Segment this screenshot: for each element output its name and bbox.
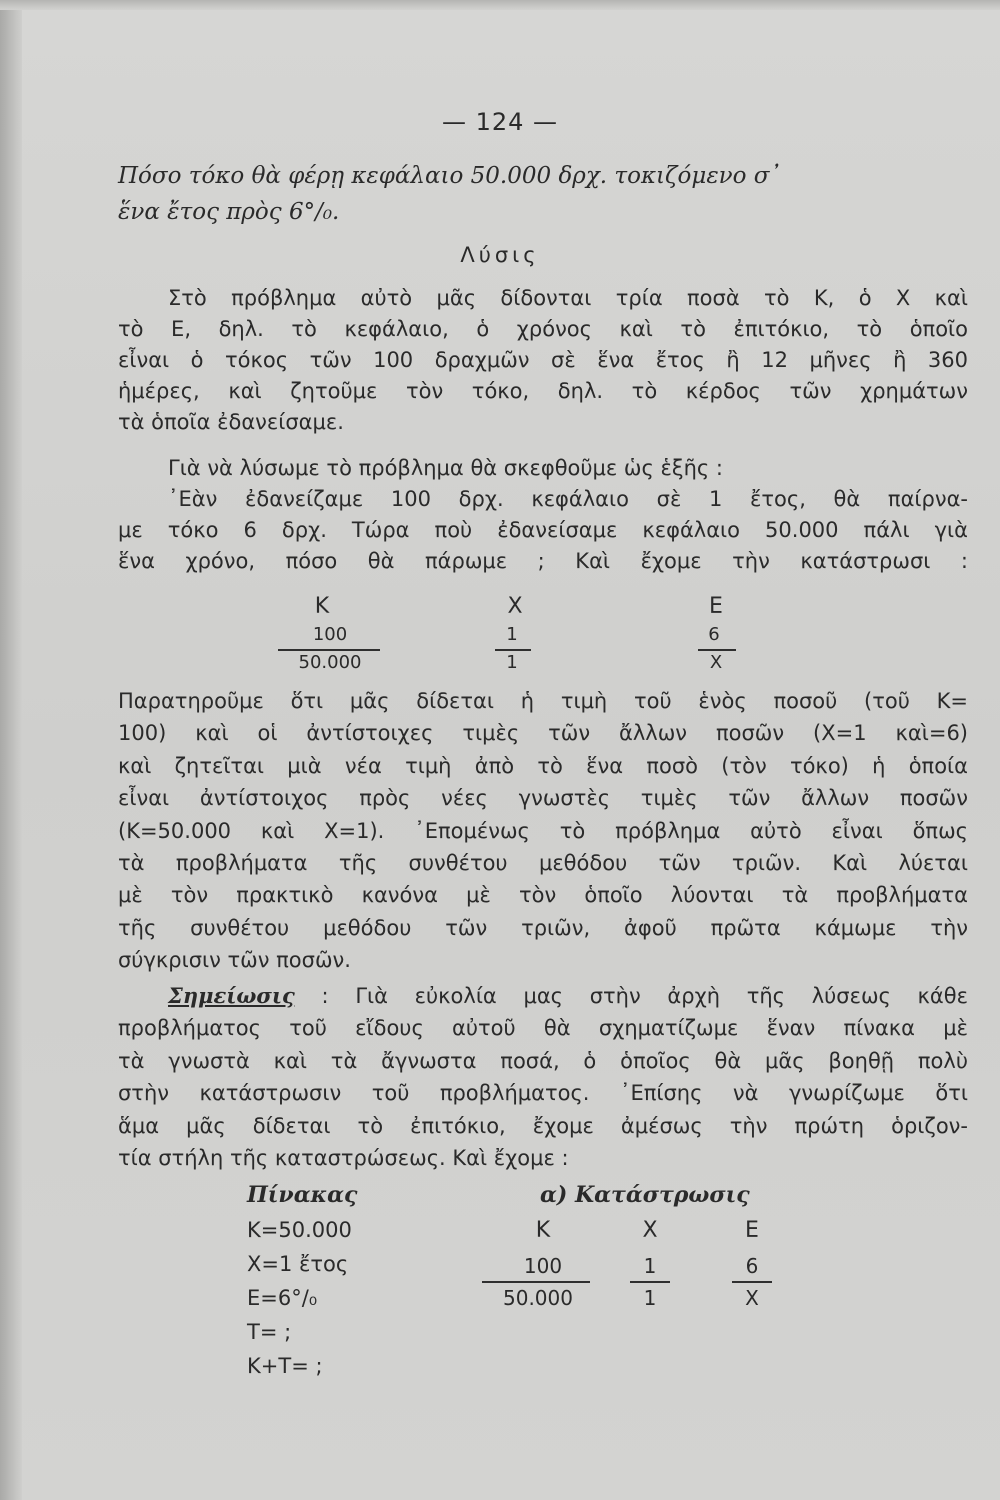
text-line: εἶναι ὁ τόκος τῶν 100 δραχμῶν σὲ ἕνα ἔτος ἢ 12 μῆνες ἢ 360	[118, 348, 968, 372]
text-line: τὰ προβλήματα τῆς συνθέτου μεθόδου τῶν τριῶν. Καὶ λύεται	[118, 851, 968, 876]
fraction-line	[630, 1281, 670, 1283]
text-line: με τόκο 6 δρχ. Τώρα ποὺ ἐδανείσαμε κεφάλαιο 50.000 πάλι γιὰ	[118, 518, 968, 542]
pinakas-row: Χ=1 ἔτος	[247, 1252, 349, 1276]
table-top-e: 6	[708, 624, 720, 645]
kat-header-e: Ε	[745, 1218, 759, 1243]
text-line: τὸ Ε, δηλ. τὸ κεφάλαιο, ὁ χρόνος καὶ τὸ ἐπιτόκιο, τὸ ὁποῖο	[118, 317, 968, 341]
kat-bottom-x: 1	[643, 1286, 657, 1310]
fraction-line	[495, 649, 531, 651]
text-line: ἡμέρες, καὶ ζητοῦμε τὸν τόκο, δηλ. τὸ κέρδος τῶν χρημάτων	[118, 379, 968, 403]
text-line: τὰ ὁποῖα ἐδανείσαμε.	[118, 410, 344, 434]
text-line: εἶναι ἀντίστοιχος πρὸς νέες γνωστὲς τιμὲς τῶν ἄλλων ποσῶν	[118, 786, 968, 811]
fraction-line	[732, 1281, 772, 1283]
fraction-line	[698, 649, 736, 651]
pinakas-title: Πίνακας	[247, 1182, 358, 1208]
kat-header-x: Χ	[642, 1218, 658, 1243]
table-header-e: Ε	[709, 594, 723, 619]
note-first-line: : Γιὰ εὐκολία μας στὴν ἀρχὴ τῆς λύσεως κάθε	[321, 984, 968, 1008]
text-line: Γιὰ νὰ λύσωμε τὸ πρόβλημα θὰ σκεφθοῦμε ὡς ἑξῆς :	[168, 456, 723, 480]
text-line: τῆς συνθέτου μεθόδου τῶν τριῶν, ἀφοῦ πρῶτα κάμωμε τὴν	[118, 915, 968, 940]
text-line	[118, 980, 968, 1012]
paragraph-reasoning	[118, 453, 968, 577]
text-line: ἅμα μᾶς δίδεται τὸ ἐπιτόκιο, ἔχομε ἀμέσως τὴν πρώτη ὁριζον-	[118, 1113, 968, 1138]
text-line: Παρατηροῦμε ὅτι μᾶς δίδεται ἡ τιμὴ τοῦ ἑνὸς ποσοῦ (τοῦ Κ=	[118, 689, 968, 713]
table-top-x: 1	[506, 624, 518, 645]
table-bottom-x: 1	[506, 652, 518, 673]
paragraph-note	[118, 980, 968, 1174]
table-header-k: Κ	[314, 594, 330, 619]
text-line: 100) καὶ οἱ ἀντίστοιχες τιμὲς τῶν ἄλλων ποσῶν (Χ=1 καὶ=6)	[118, 721, 968, 746]
kat-bottom-e: Χ	[745, 1286, 759, 1310]
text-line: τὰ γνωστὰ καὶ τὰ ἄγνωστα ποσά, ὁ ὁποῖος θὰ μᾶς βοηθῇ πολὺ	[118, 1048, 968, 1073]
note-label: Σημείωσις	[168, 983, 295, 1008]
pinakas-row: Τ= ;	[247, 1320, 292, 1344]
solution-heading: Λύσις	[460, 243, 540, 267]
kat-top-e: 6	[745, 1254, 759, 1278]
table-top-k: 100	[312, 624, 348, 645]
text-line: καὶ ζητεῖται μιὰ νέα τιμὴ ἀπὸ τὸ ἕνα ποσὸ (τὸν τόκο) ἡ ὁποία	[118, 753, 968, 778]
kat-header-k: Κ	[535, 1218, 551, 1243]
table-header-x: Χ	[507, 594, 523, 619]
kat-top-k: 100	[523, 1254, 563, 1278]
text-line: προβλήματος τοῦ εἴδους αὐτοῦ θὰ σχηματίζωμε ἕναν πίνακα μὲ	[118, 1016, 968, 1041]
kat-top-x: 1	[643, 1254, 657, 1278]
page-top-shadow	[0, 0, 1000, 10]
pinakas-row: Κ+Τ= ;	[247, 1354, 323, 1378]
pinakas-row: Κ=50.000	[247, 1218, 352, 1242]
question-line-1: Πόσο τόκο θὰ φέρῃ κεφάλαιο 50.000 δρχ. τοκιζόμενο σ᾿	[118, 163, 782, 189]
kat-bottom-k: 50.000	[503, 1286, 573, 1310]
katastrosis-title: α) Κατάστρωσις	[540, 1182, 750, 1208]
fraction-line	[482, 1281, 590, 1283]
text-line: στὴν κατάστρωσιν τοῦ προβλήματος. ᾿Επίσης νὰ γνωρίζωμε ὅτι	[118, 1081, 968, 1106]
paragraph-intro	[118, 283, 968, 438]
pinakas-row: Ε=6°/₀	[247, 1286, 318, 1310]
text-line: μὲ τὸν πρακτικὸ κανόνα μὲ τὸν ὁποῖο λύονται τὰ προβλήματα	[118, 883, 968, 908]
paragraph-observation	[118, 685, 968, 977]
table-bottom-e: Χ	[709, 652, 723, 673]
question-line-2: ἕνα ἔτος πρὸς 6°/₀.	[118, 199, 340, 225]
table-bottom-k: 50.000	[298, 652, 362, 673]
text-line: σύγκρισιν τῶν ποσῶν.	[118, 948, 351, 973]
text-line: Στὸ πρόβλημα αὐτὸ μᾶς δίδονται τρία ποσὰ τὸ Κ, ὁ Χ καὶ	[168, 286, 968, 310]
text-line: ἕνα χρόνο, πόσο θὰ πάρωμε ; Καὶ ἔχομε τὴν κατάστρωσι :	[118, 549, 968, 573]
text-line: τία στήλη τῆς καταστρώσεως. Καὶ ἔχομε :	[118, 1146, 569, 1171]
page-number: — 124 —	[441, 108, 559, 136]
text-line: ᾿Εὰν ἐδανείζαμε 100 δρχ. κεφάλαιο σὲ 1 ἔτος, θὰ παίρνα-	[168, 487, 968, 511]
page-edge-shadow	[0, 0, 22, 1500]
text-line: (Κ=50.000 καὶ Χ=1). ᾿Επομένως τὸ πρόβλημα αὐτὸ εἶναι ὅπως	[118, 818, 968, 843]
fraction-line	[278, 649, 380, 651]
